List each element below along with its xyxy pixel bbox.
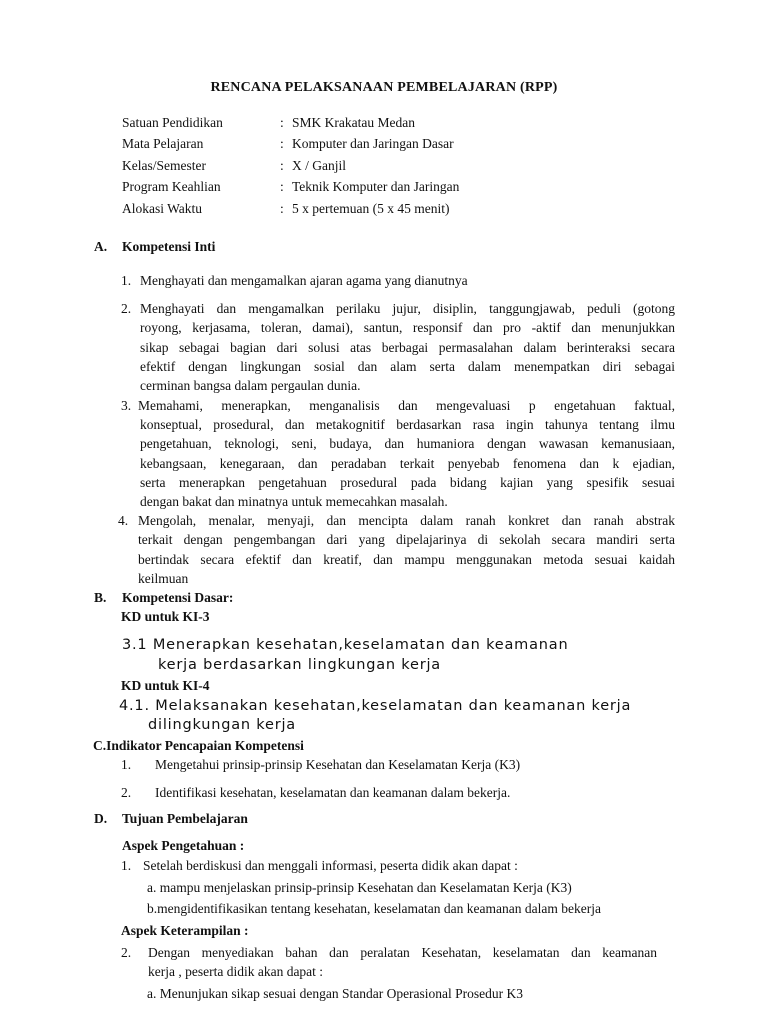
identity-value: SMK Krakatau Medan — [292, 115, 415, 130]
list-item-text: kerja , peserta didik akan dapat : — [148, 964, 324, 979]
identity-label: Satuan Pendidikan — [122, 115, 223, 130]
list-item-text: Dengan menyediakan bahan dan peralatan Kesehatan, keselamatan dan keamanan — [148, 945, 657, 960]
list-item-text: Mengolah, menalar, menyaji, dan mencipta dalam ranah konkret dan ranah abstrak — [138, 513, 675, 528]
list-item-text: konseptual, prosedural, dan metakognitif berdasarkan rasa ingin tahunya tentang ilmu — [140, 417, 675, 432]
list-number: 2. — [121, 301, 132, 316]
list-number: 4. — [118, 513, 129, 528]
identity-value: 5 x pertemuan (5 x 45 menit) — [292, 201, 450, 216]
list-item-text: Setelah berdiskusi dan menggali informasi, peserta didik akan dapat : — [143, 858, 518, 873]
identity-separator: : — [280, 115, 284, 130]
list-item-text: pengetahuan, teknologi, seni, budaya, dan humaniora dengan wawasan kemanusiaan, — [140, 436, 675, 451]
list-item-text: Mengetahui prinsip-prinsip Kesehatan dan Keselamatan Kerja (K3) — [155, 757, 521, 772]
list-item-text: royong, kerjasama, toleran, damai), santun, responsif dan pro -aktif dan menunjukkan — [140, 320, 675, 335]
aspek-keterampilan-heading: Aspek Keterampilan : — [121, 923, 249, 938]
list-item-text: cerminan bangsa dalam pergaulan dunia. — [140, 378, 361, 393]
list-number: 3. — [121, 398, 132, 413]
list-item-text: kebangsaan, kenegaraan, dan peradaban terkait penyebab fenomena dan k ejadian, — [140, 456, 675, 471]
identity-value: Komputer dan Jaringan Dasar — [292, 136, 454, 151]
list-item-text: keilmuan — [138, 571, 189, 586]
list-item-text: efektif dengan lingkungan sosial dan alam serta dalam menempatkan diri sebagai — [140, 359, 675, 374]
list-item-text: Identifikasi kesehatan, keselamatan dan keamanan dalam bekerja. — [155, 785, 511, 800]
section-b-heading: Kompetensi Dasar: — [122, 590, 234, 605]
kd3-text: 3.1 Menerapkan kesehatan,keselamatan dan keamanan — [122, 637, 569, 653]
kd4-text: dilingkungan kerja — [148, 717, 296, 733]
identity-separator: : — [280, 136, 284, 151]
document-title: RENCANA PELAKSANAAN PEMBELAJARAN (RPP) — [210, 80, 558, 95]
identity-label: Alokasi Waktu — [122, 201, 203, 216]
kd3-heading: KD untuk KI-3 — [121, 609, 210, 624]
kd4-text: 4.1. Melaksanakan kesehatan,keselamatan dan keamanan kerja — [119, 698, 632, 714]
list-item-text: terkait dengan pengembangan dari yang dipelajarinya di sekolah secara mandiri serta — [138, 532, 675, 547]
identity-value: X / Ganjil — [292, 158, 346, 173]
list-number: 2. — [121, 785, 132, 800]
list-item-text: sikap sebagai bagian dari solusi atas berbagai permasalahan dalam berinteraksi secara — [140, 340, 675, 355]
list-number: 1. — [121, 858, 132, 873]
section-c-heading: C.Indikator Pencapaian Kompetensi — [93, 738, 304, 753]
list-number: 1. — [121, 757, 132, 772]
list-item-text: bertindak secara efektif dan kreatif, dan mampu menggunakan metoda sesuai kaidah — [138, 552, 675, 567]
identity-separator: : — [280, 158, 284, 173]
list-item-text: dengan bakat dan minatnya untuk memecahkan masalah. — [140, 494, 448, 509]
list-number: 2. — [121, 945, 132, 960]
sub-item-text: a. mampu menjelaskan prinsip-prinsip Kesehatan dan Keselamatan Kerja (K3) — [147, 880, 572, 895]
kd4-heading: KD untuk KI-4 — [121, 678, 210, 693]
list-item-text: Menghayati dan mengamalkan ajaran agama yang dianutnya — [140, 273, 468, 288]
identity-label: Program Keahlian — [122, 179, 221, 194]
identity-separator: : — [280, 179, 284, 194]
section-a-marker: A. — [94, 239, 108, 254]
sub-item-text: a. Menunjukan sikap sesuai dengan Standar Operasional Prosedur K3 — [147, 986, 524, 1001]
section-d-marker: D. — [94, 811, 108, 826]
identity-label: Kelas/Semester — [122, 158, 206, 173]
sub-item-text: b.mengidentifikasikan tentang kesehatan, keselamatan dan keamanan dalam bekerja — [147, 901, 601, 916]
list-number: 1. — [121, 273, 132, 288]
list-item-text: Menghayati dan mengamalkan perilaku jujur, disiplin, tanggungjawab, peduli (gotong — [140, 301, 675, 316]
aspek-pengetahuan-heading: Aspek Pengetahuan : — [122, 838, 245, 853]
list-item-text: serta menerapkan pengetahuan prosedural pada bidang kajian yang spesifik sesuai — [140, 475, 675, 490]
kd3-text: kerja berdasarkan lingkungan kerja — [158, 657, 441, 673]
section-d-heading: Tujuan Pembelajaran — [122, 811, 248, 826]
list-item-text: Memahami, menerapkan, menganalisis dan mengevaluasi p engetahuan faktual, — [138, 398, 675, 413]
identity-separator: : — [280, 201, 284, 216]
section-a-heading: Kompetensi Inti — [122, 239, 216, 254]
identity-value: Teknik Komputer dan Jaringan — [292, 179, 460, 194]
identity-label: Mata Pelajaran — [122, 136, 204, 151]
section-b-marker: B. — [94, 590, 107, 605]
